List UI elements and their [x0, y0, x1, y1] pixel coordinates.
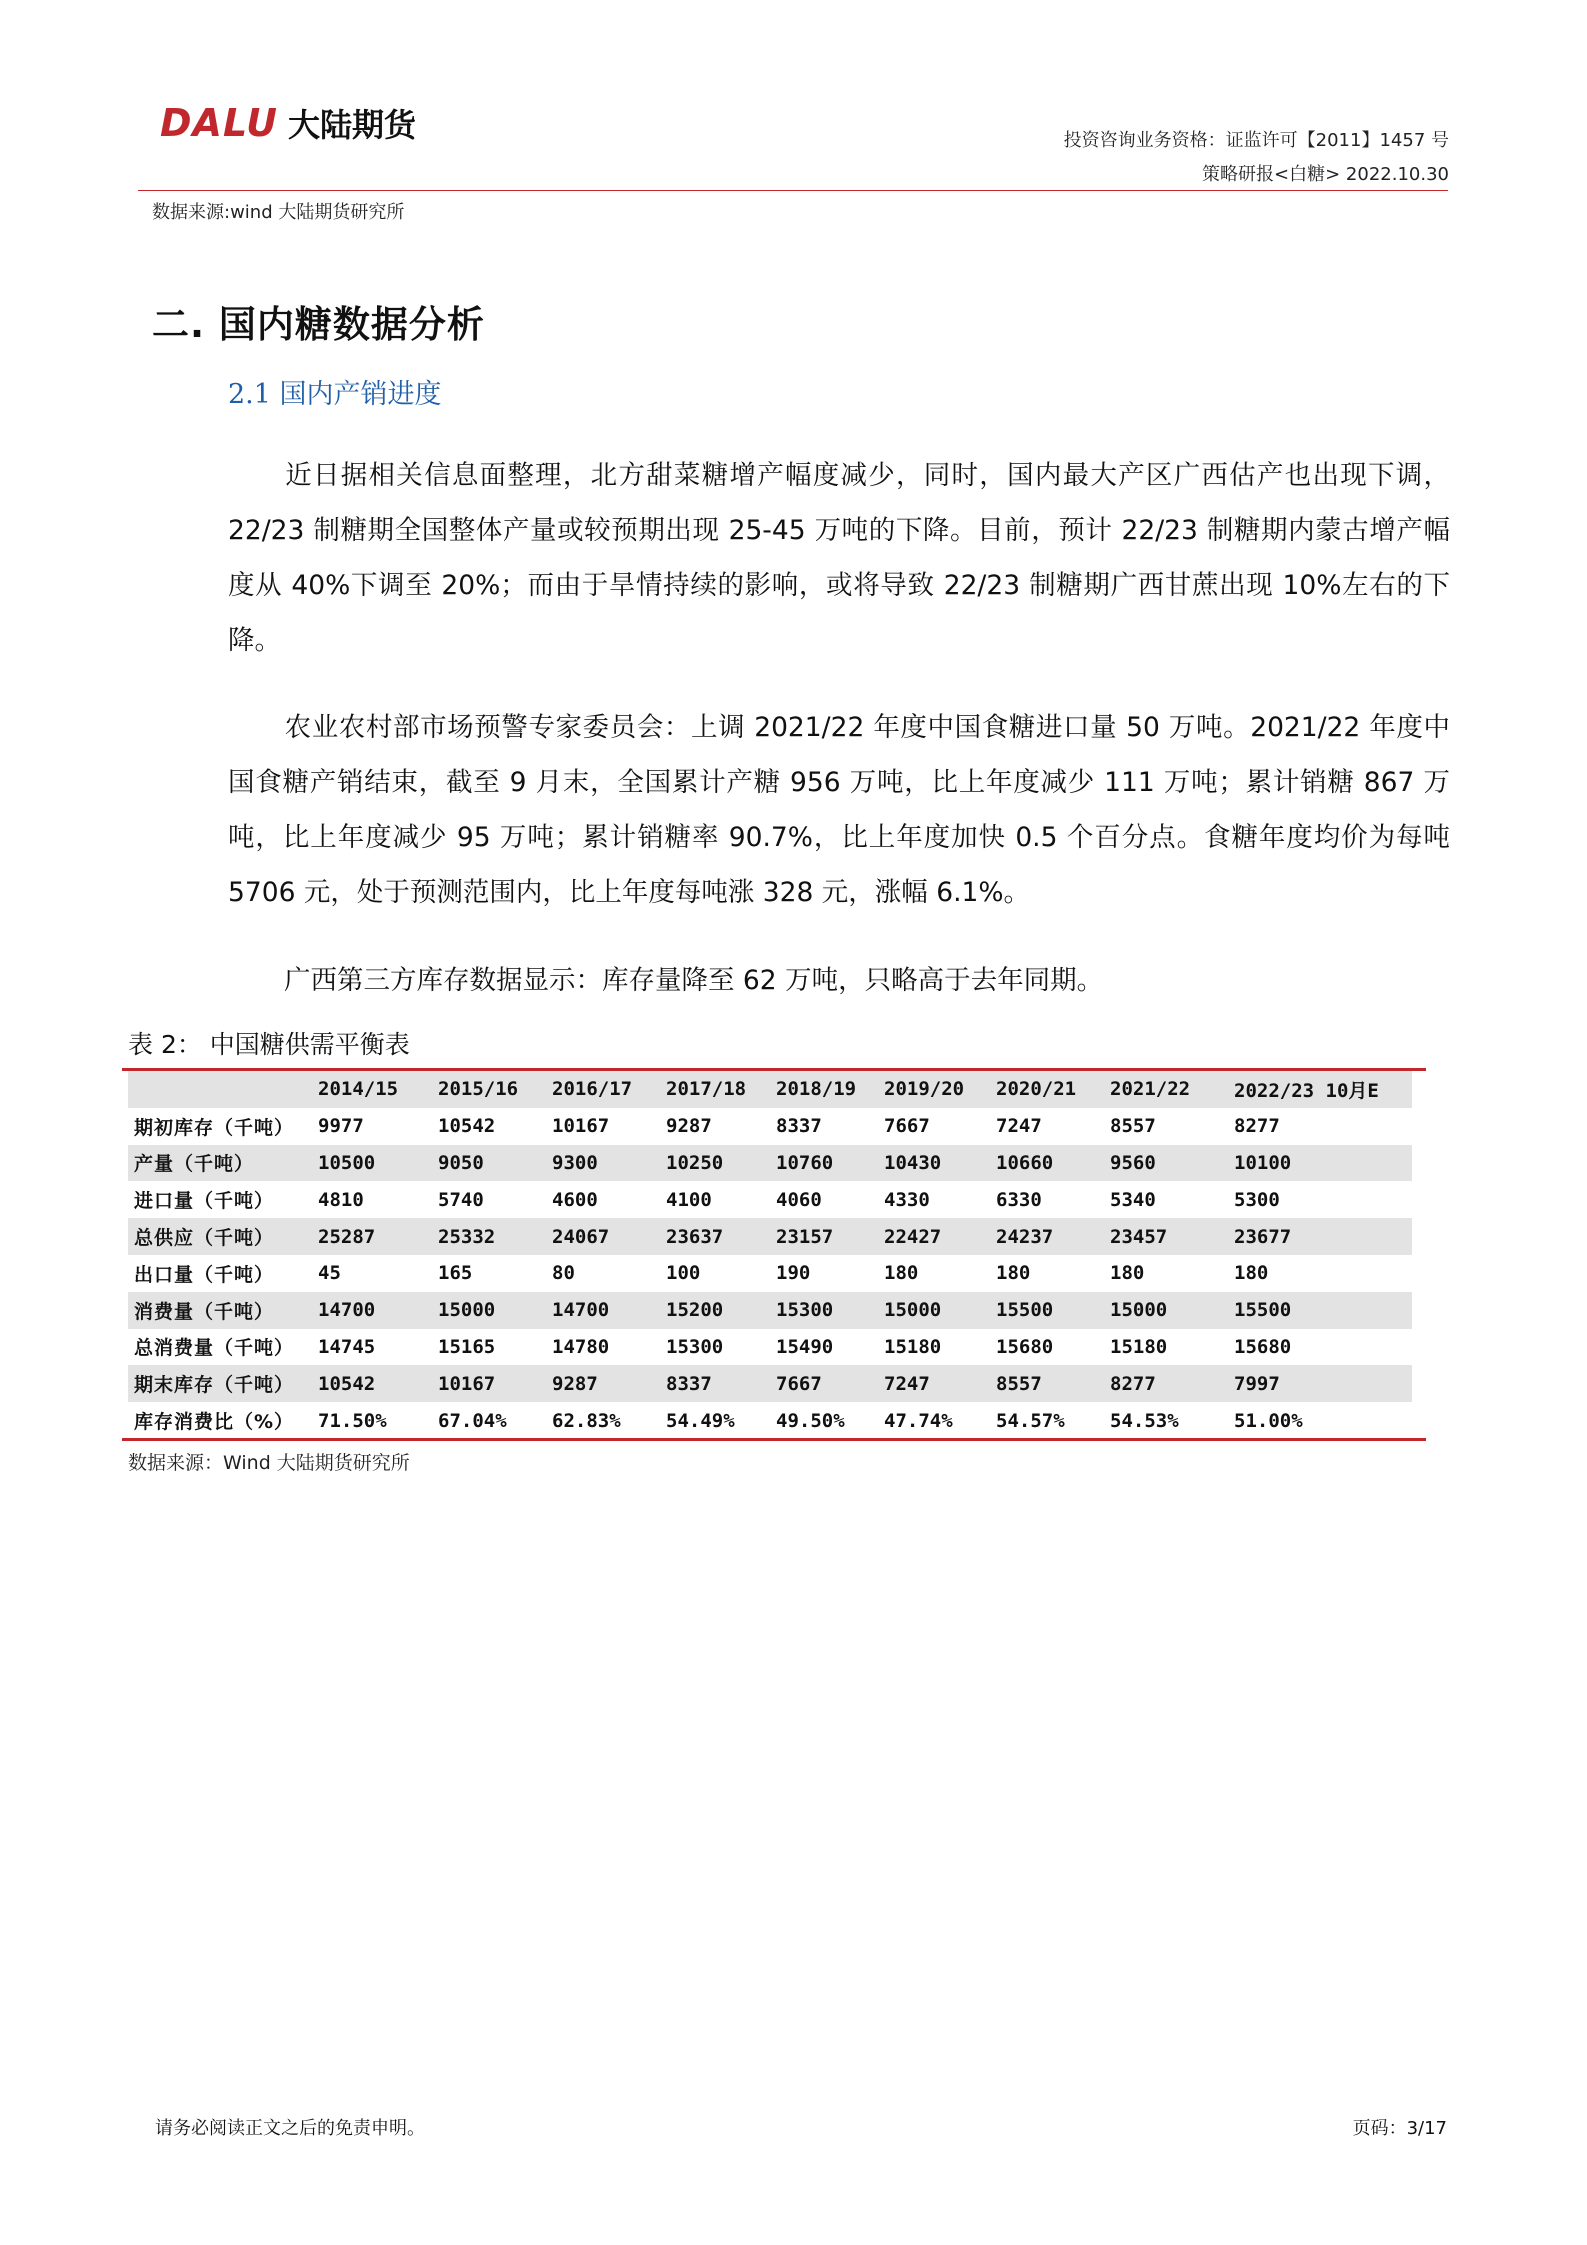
table-cell: 62.83% — [552, 1409, 621, 1432]
column-header: 2021/22 — [1110, 1078, 1191, 1101]
table-cell: 190 — [776, 1262, 811, 1285]
table-cell: 67.04% — [438, 1409, 507, 1432]
table-cell: 14780 — [552, 1335, 610, 1358]
table-cell: 23677 — [1234, 1225, 1292, 1248]
table-cell: 15165 — [438, 1335, 496, 1358]
column-header: 2018/19 — [776, 1078, 857, 1101]
table-cell: 9287 — [552, 1372, 598, 1395]
table-cell: 23637 — [666, 1225, 724, 1248]
table-row — [128, 1255, 1412, 1292]
table-cell: 7247 — [996, 1115, 1042, 1138]
table-cell: 80 — [552, 1262, 575, 1285]
table-cell: 10250 — [666, 1151, 724, 1174]
row-label: 库存消费比（%） — [134, 1411, 295, 1434]
table-cell: 5340 — [1110, 1188, 1156, 1211]
column-header: 2014/15 — [318, 1078, 399, 1101]
source-note-bottom: 数据来源：Wind 大陆期货研究所 — [128, 1452, 410, 1474]
table-cell: 100 — [666, 1262, 701, 1285]
row-label: 消费量（千吨） — [134, 1300, 275, 1323]
table-cell: 10660 — [996, 1151, 1054, 1174]
table-cell: 165 — [438, 1262, 473, 1285]
table-cell: 7667 — [776, 1372, 822, 1395]
table-cell: 15000 — [438, 1299, 496, 1322]
table-cell: 8277 — [1110, 1372, 1156, 1395]
source-note-top: 数据来源:wind 大陆期货研究所 — [152, 202, 405, 223]
paragraph-2 — [228, 700, 1450, 920]
row-label: 总供应（千吨） — [134, 1227, 275, 1250]
table-cell: 49.50% — [776, 1409, 845, 1432]
table-cell: 10500 — [318, 1151, 376, 1174]
table-cell: 15000 — [884, 1299, 942, 1322]
table-header-row — [128, 1071, 1412, 1108]
table-cell: 47.74% — [884, 1409, 953, 1432]
table-cell: 25287 — [318, 1225, 376, 1248]
table-cell: 10542 — [318, 1372, 376, 1395]
table-cell: 15300 — [776, 1299, 834, 1322]
table-cell: 15180 — [884, 1335, 942, 1358]
column-header: 2017/18 — [666, 1078, 747, 1101]
column-header: 2016/17 — [552, 1078, 633, 1101]
table-row — [128, 1292, 1412, 1329]
table-cell: 15200 — [666, 1299, 724, 1322]
table-cell: 14700 — [552, 1299, 610, 1322]
subsection-title: 2.1 国内产销进度 — [228, 379, 442, 410]
table-cell: 7997 — [1234, 1372, 1280, 1395]
paragraph-2-text: 农业农村部市场预警专家委员会：上调 2021/22 年度中国食糖进口量 50 万吨。2021/22 年度中国食糖产销结束，截至 9 月末，全国累计产糖 956 万吨，比上年度减少 111 万吨；累计销糖 867 万吨，比上年度减少 95 万吨；累计销糖率 90.7%，比上年度加快 0.5 个百分点。食糖年度均价为每吨 5706 元，处于预测范围内，比上年度每吨涨 328 元，涨幅 6.1%。 — [228, 712, 1450, 908]
table-cell: 9977 — [318, 1115, 364, 1138]
table-cell: 54.57% — [996, 1409, 1065, 1432]
table-cell: 51.00% — [1234, 1409, 1303, 1432]
table-cell: 54.53% — [1110, 1409, 1179, 1432]
row-label: 期初库存（千吨） — [134, 1116, 295, 1139]
table-cell: 71.50% — [318, 1409, 387, 1432]
table-cell: 8557 — [1110, 1115, 1156, 1138]
table-cell: 7247 — [884, 1372, 930, 1395]
table-cell: 10542 — [438, 1115, 496, 1138]
row-label: 出口量（千吨） — [134, 1263, 275, 1286]
table-cell: 15680 — [996, 1335, 1054, 1358]
table-cell: 9287 — [666, 1115, 712, 1138]
section-title: 二. 国内糖数据分析 — [152, 303, 485, 346]
table-row — [128, 1145, 1412, 1182]
table-cell: 24237 — [996, 1225, 1054, 1248]
row-label: 期末库存（千吨） — [134, 1374, 295, 1397]
table-cell: 180 — [1110, 1262, 1145, 1285]
table-row — [128, 1402, 1412, 1439]
column-header: 2020/21 — [996, 1078, 1077, 1101]
table-cell: 10167 — [552, 1115, 610, 1138]
table-cell: 23457 — [1110, 1225, 1168, 1248]
table-cell: 7667 — [884, 1115, 930, 1138]
paragraph-1 — [228, 448, 1450, 668]
table-title: 表 2： 中国糖供需平衡表 — [128, 1030, 410, 1059]
table-row — [128, 1181, 1412, 1218]
table-cell: 180 — [996, 1262, 1031, 1285]
table-cell: 15500 — [996, 1299, 1054, 1322]
table-cell: 45 — [318, 1262, 341, 1285]
table-cell: 8557 — [996, 1372, 1042, 1395]
table-cell: 9300 — [552, 1151, 598, 1174]
logo-mark: DALU — [160, 101, 278, 145]
table-cell: 15000 — [1110, 1299, 1168, 1322]
row-label: 进口量（千吨） — [134, 1190, 275, 1213]
table-cell: 10167 — [438, 1372, 496, 1395]
column-header: 2022/23 10月E — [1234, 1079, 1379, 1102]
page-number: 页码：3/17 — [1352, 2118, 1447, 2139]
table-cell: 8277 — [1234, 1115, 1280, 1138]
table-cell: 180 — [1234, 1262, 1269, 1285]
table-cell: 15180 — [1110, 1335, 1168, 1358]
column-header: 2015/16 — [438, 1078, 519, 1101]
table-cell: 25332 — [438, 1225, 496, 1248]
table-cell: 4060 — [776, 1188, 822, 1211]
brand-logo — [160, 100, 416, 146]
table-cell: 15680 — [1234, 1335, 1292, 1358]
table-cell: 10100 — [1234, 1151, 1292, 1174]
table-cell: 14745 — [318, 1335, 376, 1358]
table-cell: 15300 — [666, 1335, 724, 1358]
row-label: 总消费量（千吨） — [134, 1337, 295, 1360]
table-cell: 14700 — [318, 1299, 376, 1322]
table-cell: 8337 — [666, 1372, 712, 1395]
table-cell: 54.49% — [666, 1409, 735, 1432]
paragraph-1-text: 近日据相关信息面整理，北方甜菜糖增产幅度减少，同时，国内最大产区广西估产也出现下调，22/23 制糖期全国整体产量或较预期出现 25-45 万吨的下降。目前，预计 22/23 制糖期内蒙古增产幅度从 40%下调至 20%；而由于旱情持续的影响，或将导致 22/23 制糖期广西甘蔗出现 10%左右的下降。 — [228, 460, 1450, 656]
table-cell: 4330 — [884, 1188, 930, 1211]
supply-demand-table — [128, 1071, 1412, 1439]
table-cell: 10430 — [884, 1151, 942, 1174]
table-cell: 23157 — [776, 1225, 834, 1248]
table-row — [128, 1365, 1412, 1402]
table-bottom-rule — [122, 1438, 1426, 1441]
table-row — [128, 1108, 1412, 1145]
table-row — [128, 1329, 1412, 1366]
logo-text: 大陆期货 — [287, 106, 416, 144]
table-cell: 5740 — [438, 1188, 484, 1211]
paragraph-3-text: 广西第三方库存数据显示：库存量降至 62 万吨，只略高于去年同期。 — [284, 965, 1104, 996]
table-cell: 15490 — [776, 1335, 834, 1358]
column-header: 2019/20 — [884, 1078, 965, 1101]
table-cell: 4810 — [318, 1188, 364, 1211]
table-cell: 10760 — [776, 1151, 834, 1174]
table-cell: 8337 — [776, 1115, 822, 1138]
table-row — [128, 1218, 1412, 1255]
table-cell: 15500 — [1234, 1299, 1292, 1322]
table-cell: 22427 — [884, 1225, 942, 1248]
table-cell: 5300 — [1234, 1188, 1280, 1211]
table-cell: 9560 — [1110, 1151, 1156, 1174]
table-cell: 4600 — [552, 1188, 598, 1211]
table-cell: 24067 — [552, 1225, 610, 1248]
disclaimer-note: 请务必阅读正文之后的免责申明。 — [155, 2118, 425, 2139]
header-divider — [138, 190, 1448, 191]
row-label: 产量（千吨） — [134, 1153, 255, 1176]
table-cell: 180 — [884, 1262, 919, 1285]
report-line: 策略研报<白糖> 2022.10.30 — [1202, 164, 1449, 185]
header-corner — [128, 1071, 318, 1108]
table-cell: 4100 — [666, 1188, 712, 1211]
paragraph-3 — [228, 953, 1450, 1008]
table-cell: 6330 — [996, 1188, 1042, 1211]
qualification-line: 投资咨询业务资格：证监许可【2011】1457 号 — [1063, 130, 1449, 151]
table-cell: 9050 — [438, 1151, 484, 1174]
